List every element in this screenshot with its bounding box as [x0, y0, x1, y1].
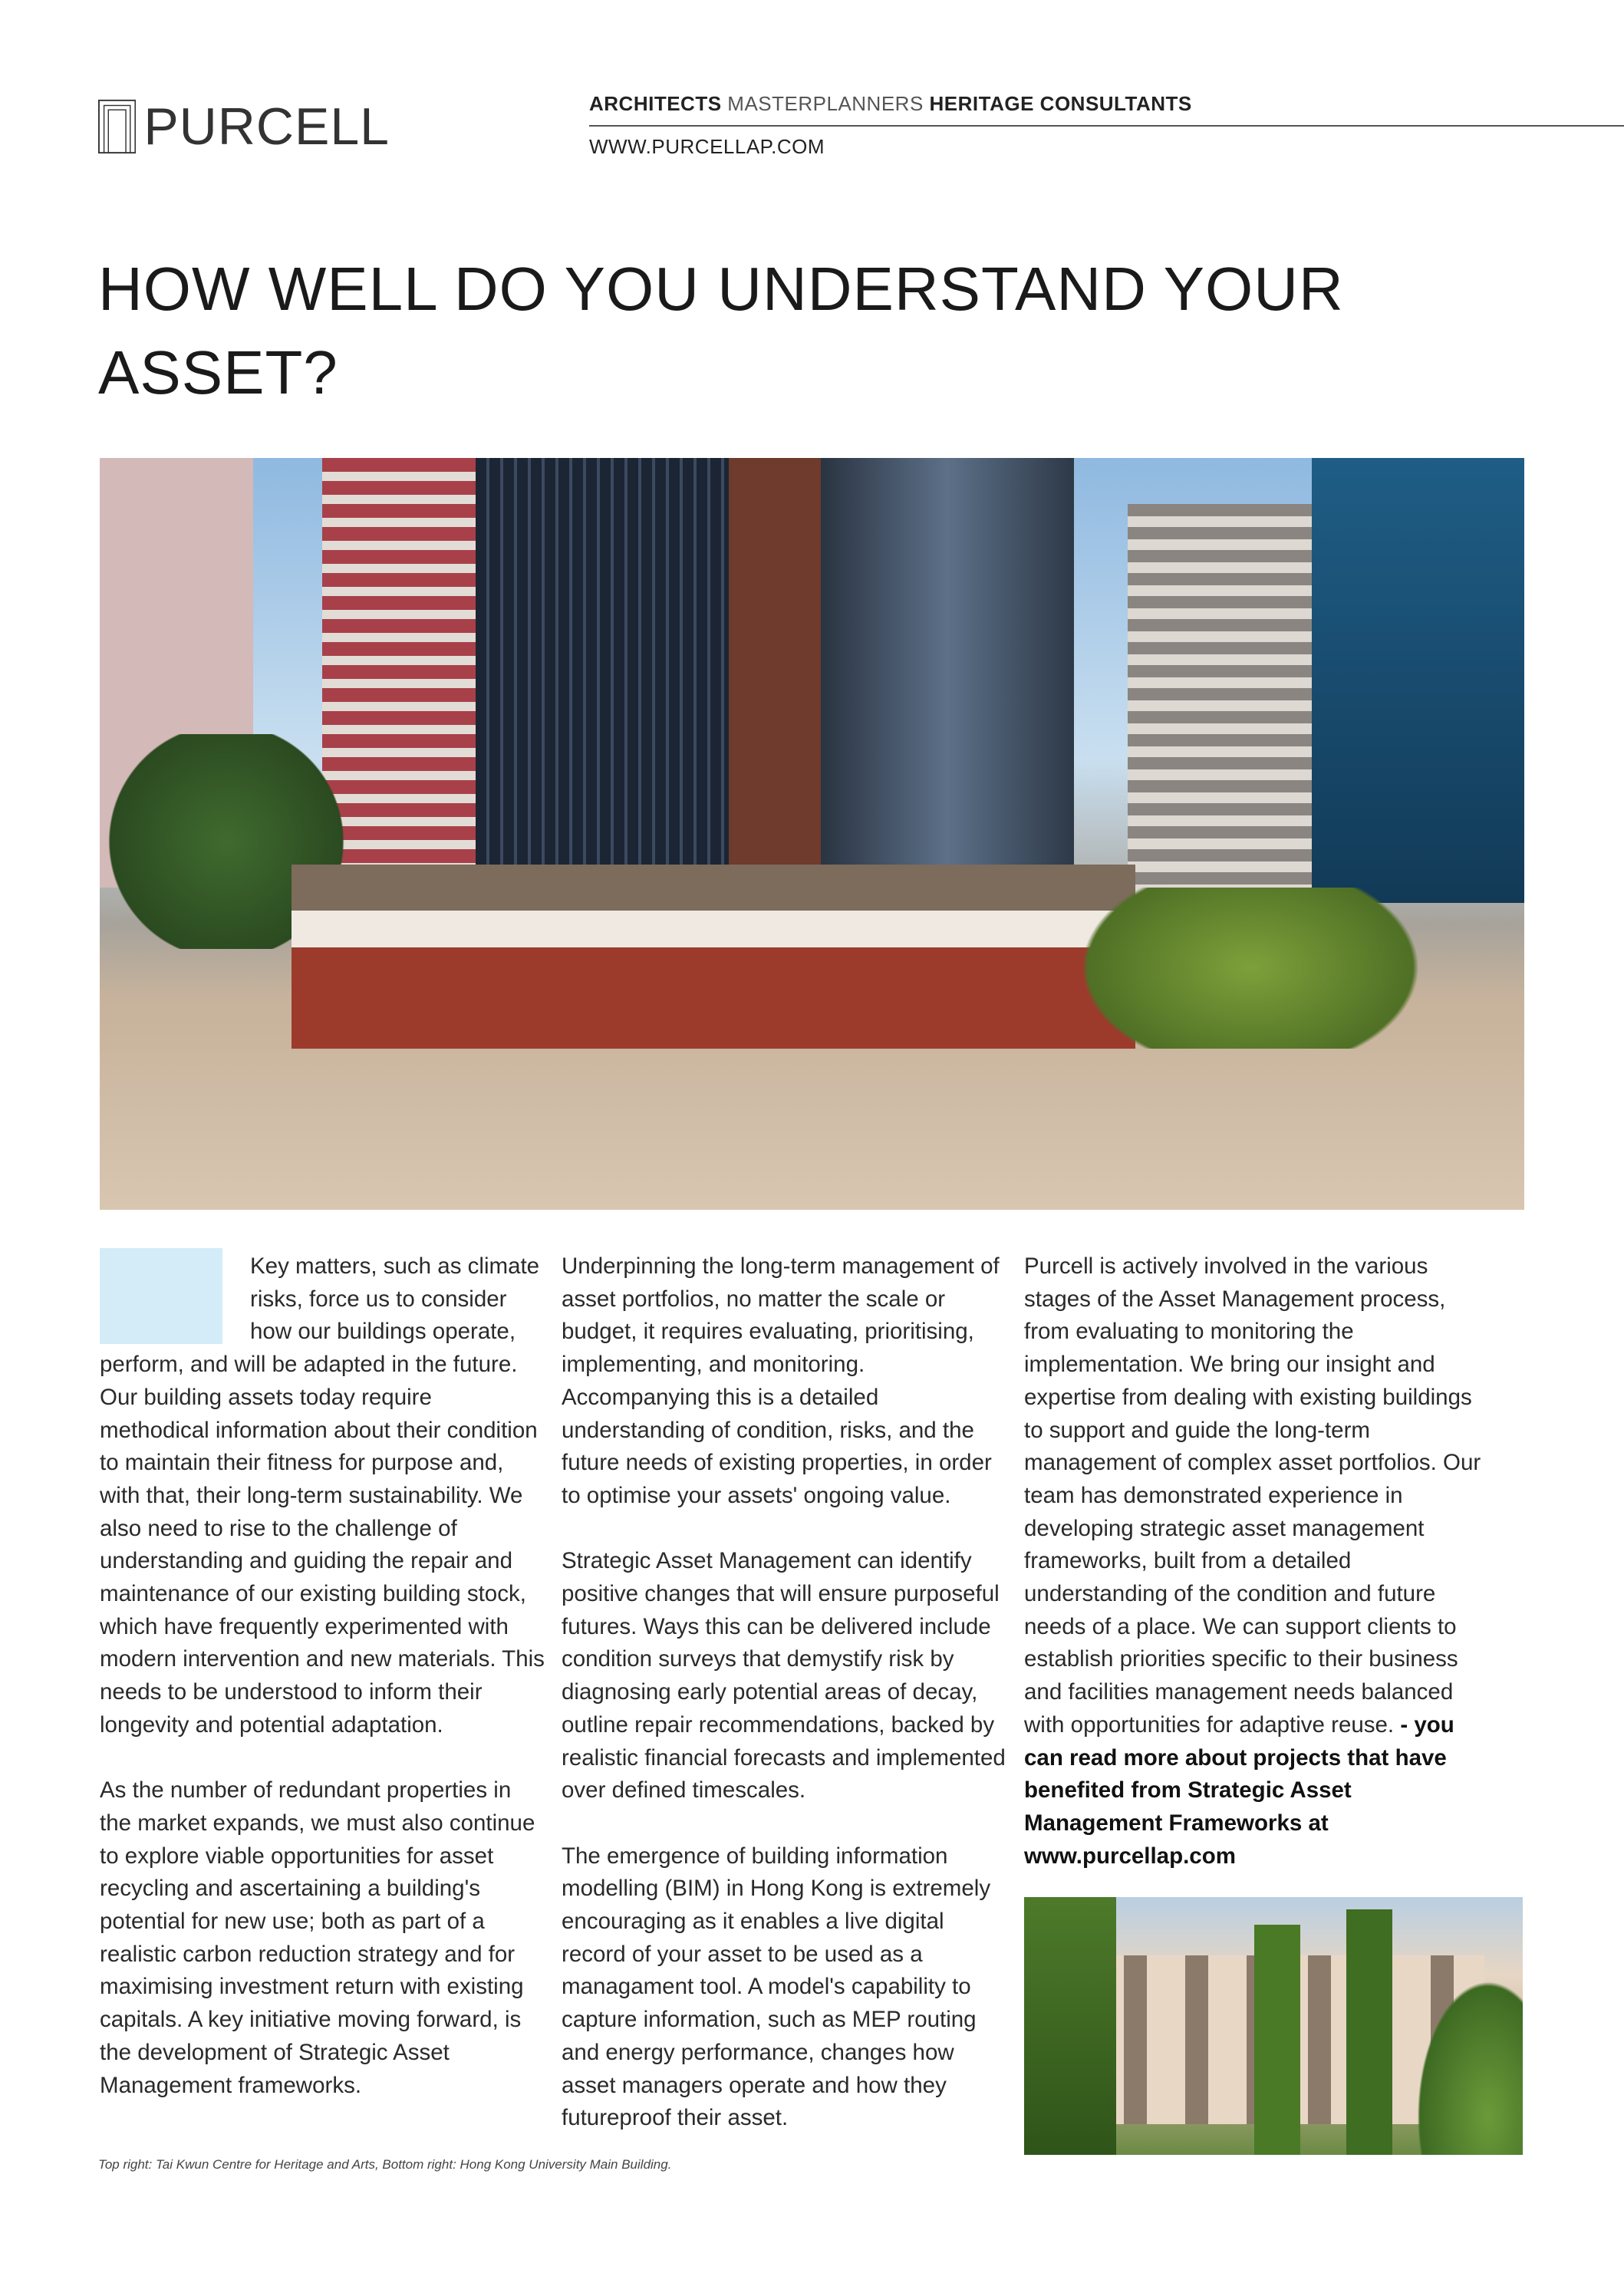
- tagline-heritage: HERITAGE CONSULTANTS: [929, 92, 1192, 115]
- paragraph: Key matters, such as climate risks, force us to consider how our buildings operate, perform, and will be adapted in the future. Our building assets today require methodical information about their condition to maintain their fitness for purpose and, with that, their long-term sustainability. We also need to rise to the challenge of understanding and guiding the repair and maintenance of our existing building stock, which have frequently experimented with modern intervention and new materials. This needs to be understood to inform their longevity and potential adaptation.: [100, 1253, 545, 1738]
- tagline-architects: ARCHITECTS: [589, 92, 722, 115]
- purcell-logo: [98, 98, 390, 155]
- photo-caption: Top right: Tai Kwun Centre for Heritage and Arts, Bottom right: Hong Kong University Main Building.: [98, 2157, 672, 2172]
- page-title: HOW WELL DO YOU UNDERSTAND YOUR ASSET?: [98, 255, 1344, 407]
- hku-main-building-photo: [1024, 1897, 1523, 2155]
- column-2: [562, 1250, 1010, 2168]
- logo-text: PURCELL: [143, 97, 390, 156]
- doorway-logo-icon: [98, 98, 136, 155]
- website-url[interactable]: WWW.PURCELLAP.COM: [589, 135, 825, 158]
- tai-kwun-photo: [100, 458, 1524, 1210]
- tagline: [589, 92, 1192, 116]
- paragraph: The emergence of building information modelling (BIM) in Hong Kong is extremely encouraging as it enables a live digital record of your asset to be used as a managament tool. A model's capability to capture information, such as MEP routing and energy performance, changes how asset managers operate and how they futureproof their asset.: [562, 1843, 991, 2131]
- paragraph: As the number of redundant properties in the market expands, we must also continue to explore viable opportunities for asset recycling and ascertaining a building's potential for new use; both as part of a realistic carbon reduction strategy and for maximising investment return with existing capitals. A key initiative moving forward, is the development of Strategic Asset Management frameworks.: [100, 1777, 535, 2098]
- accent-box: [100, 1248, 222, 1344]
- paragraph: Strategic Asset Management can identify positive changes that will ensure purposeful futures. Ways this can be delivered include condition surveys that demystify risk by diagnosing early potential areas of decay, outline repair recommendations, backed by realistic financial forecasts and implemented over defined timescales.: [562, 1548, 1006, 1804]
- column-1: [100, 1250, 545, 2135]
- column-3: [1024, 1250, 1484, 1906]
- paragraph: Purcell is actively involved in the various stages of the Asset Management process, from evaluating to monitoring the implementation. We bring our insight and expertise from dealing with existing buildings to support and guide the long-term management of complex asset portfolios. Our team has demonstrated experience in developing strategic asset management frameworks, built from a detailed understanding of the condition and future needs of a place. We can support clients to establish priorities specific to their business and facilities management needs balanced with opportunities for adaptive reuse.: [1024, 1253, 1481, 1738]
- paragraph: Underpinning the long-term management of asset portfolios, no matter the scale or budget, it requires evaluating, prioritising, implementing, and monitoring. Accompanying this is a detailed understanding of condition, risks, and the future needs of existing properties, in order to optimise your assets' ongoing value.: [562, 1253, 1000, 1508]
- read-more-link-text[interactable]: - you can read more about projects that have benefited from Strategic Asset Management Frameworks at www.purcellap.com: [1024, 1711, 1454, 1869]
- tagline-masterplanners: MASTERPLANNERS: [727, 92, 924, 115]
- header-divider: [589, 125, 1624, 127]
